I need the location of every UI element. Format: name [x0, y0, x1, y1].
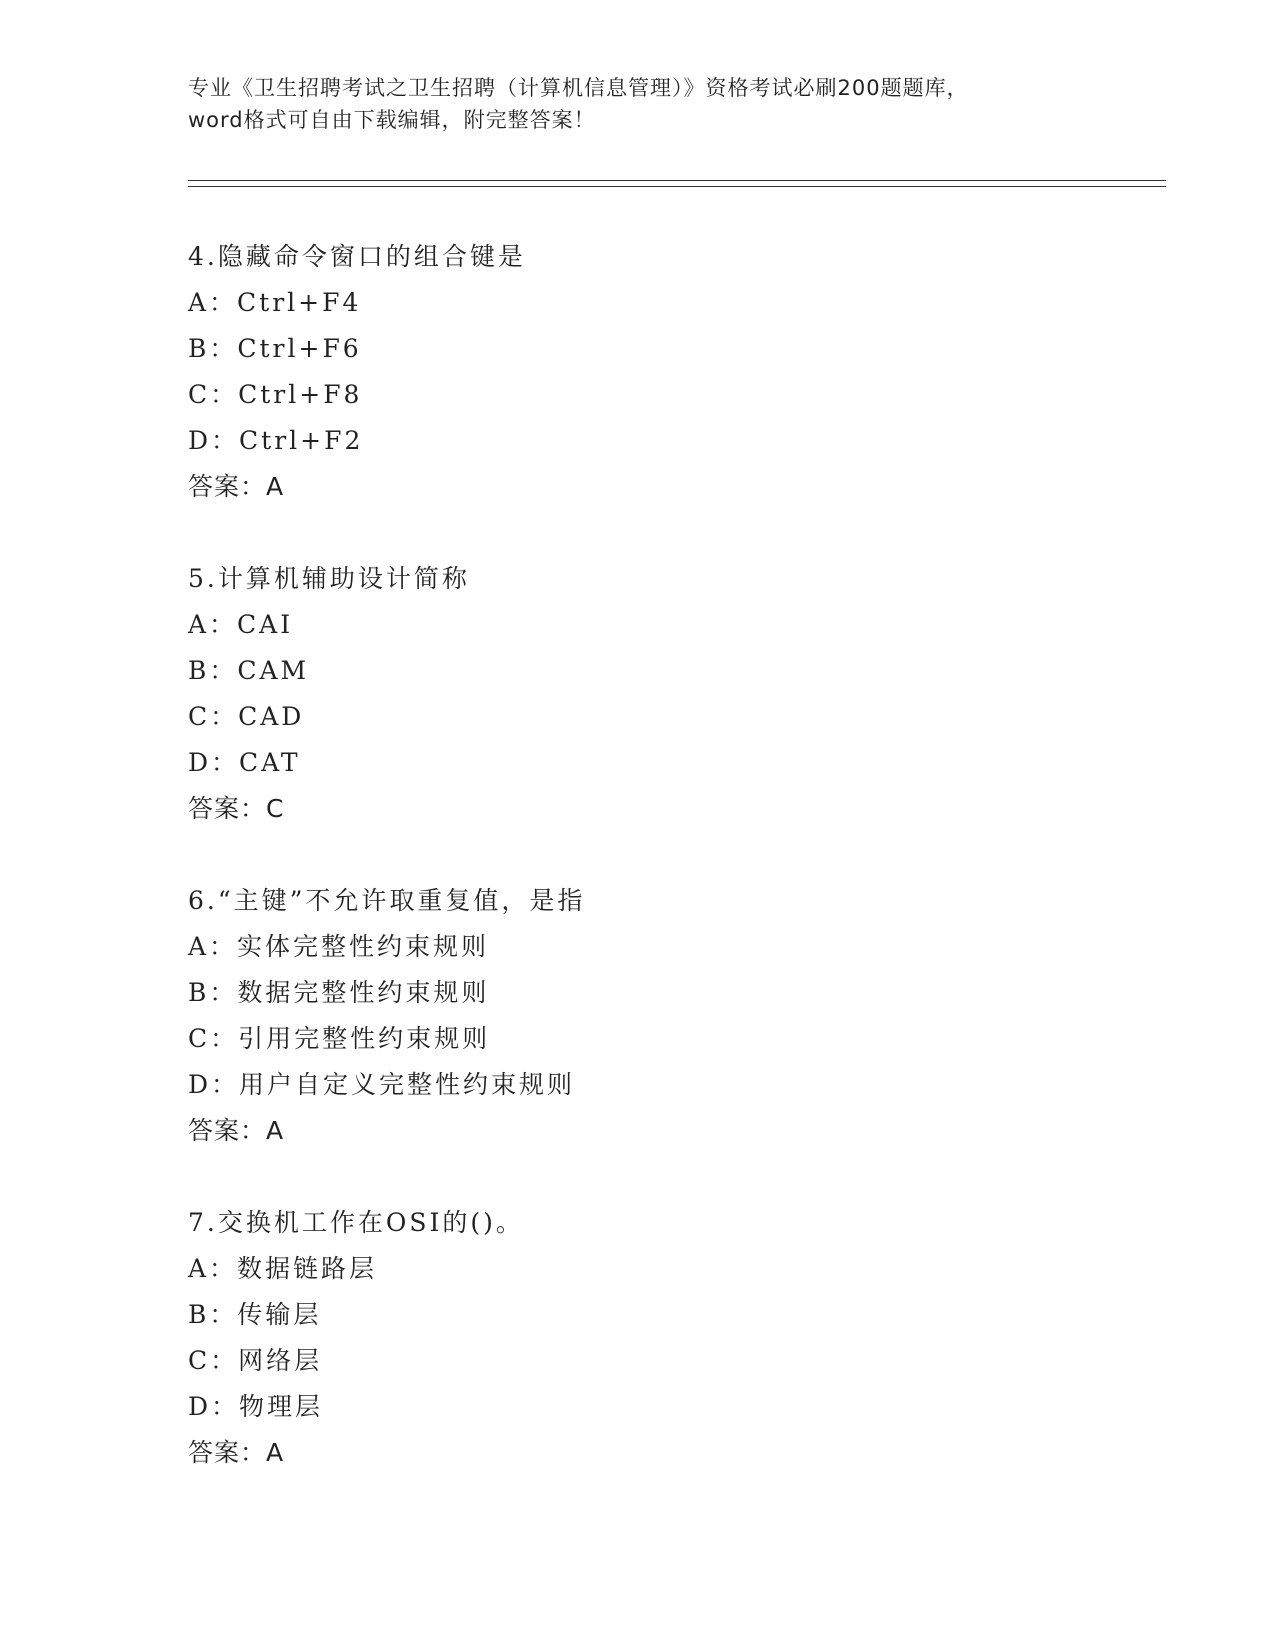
question-7	[188, 1200, 1088, 1476]
question-stem: 6.“主键”不允许取重复值，是指	[188, 886, 586, 915]
option-b: B：数据完整性约束规则	[188, 978, 490, 1007]
question-5	[188, 556, 1088, 832]
option-a: A：CAI	[188, 610, 294, 639]
option-b: B：传输层	[188, 1300, 322, 1329]
option-b: B：CAM	[188, 656, 310, 685]
question-stem: 5.计算机辅助设计简称	[188, 564, 470, 593]
header-line-1: 专业《卫生招聘考试之卫生招聘（计算机信息管理）》资格考试必刷200题题库，	[188, 76, 969, 100]
question-stem: 7.交换机工作在OSI的()。	[188, 1208, 524, 1237]
header-divider-top	[188, 180, 1166, 181]
document-header	[188, 72, 1088, 136]
option-d: D：物理层	[188, 1392, 324, 1421]
option-d: D：用户自定义完整性约束规则	[188, 1070, 576, 1099]
option-c: C：引用完整性约束规则	[188, 1024, 491, 1053]
option-a: A：实体完整性约束规则	[188, 932, 490, 961]
header-line-2: word格式可自由下载编辑，附完整答案！	[188, 108, 596, 132]
question-stem: 4.隐藏命令窗口的组合键是	[188, 242, 526, 271]
header-divider-bottom	[188, 186, 1166, 187]
question-6	[188, 878, 1088, 1154]
option-b: B：Ctrl+F6	[188, 334, 362, 363]
option-c: C：Ctrl+F8	[188, 380, 363, 409]
option-d: D：CAT	[188, 748, 301, 777]
option-c: C：网络层	[188, 1346, 323, 1375]
answer-line: 答案：A	[188, 1116, 285, 1145]
answer-line: 答案：A	[188, 1438, 285, 1467]
option-a: A：数据链路层	[188, 1254, 378, 1283]
answer-line: 答案：A	[188, 472, 285, 501]
question-4	[188, 234, 1088, 510]
option-a: A：Ctrl+F4	[188, 288, 362, 317]
answer-line: 答案：C	[188, 794, 285, 823]
option-c: C：CAD	[188, 702, 305, 731]
option-d: D：Ctrl+F2	[188, 426, 364, 455]
